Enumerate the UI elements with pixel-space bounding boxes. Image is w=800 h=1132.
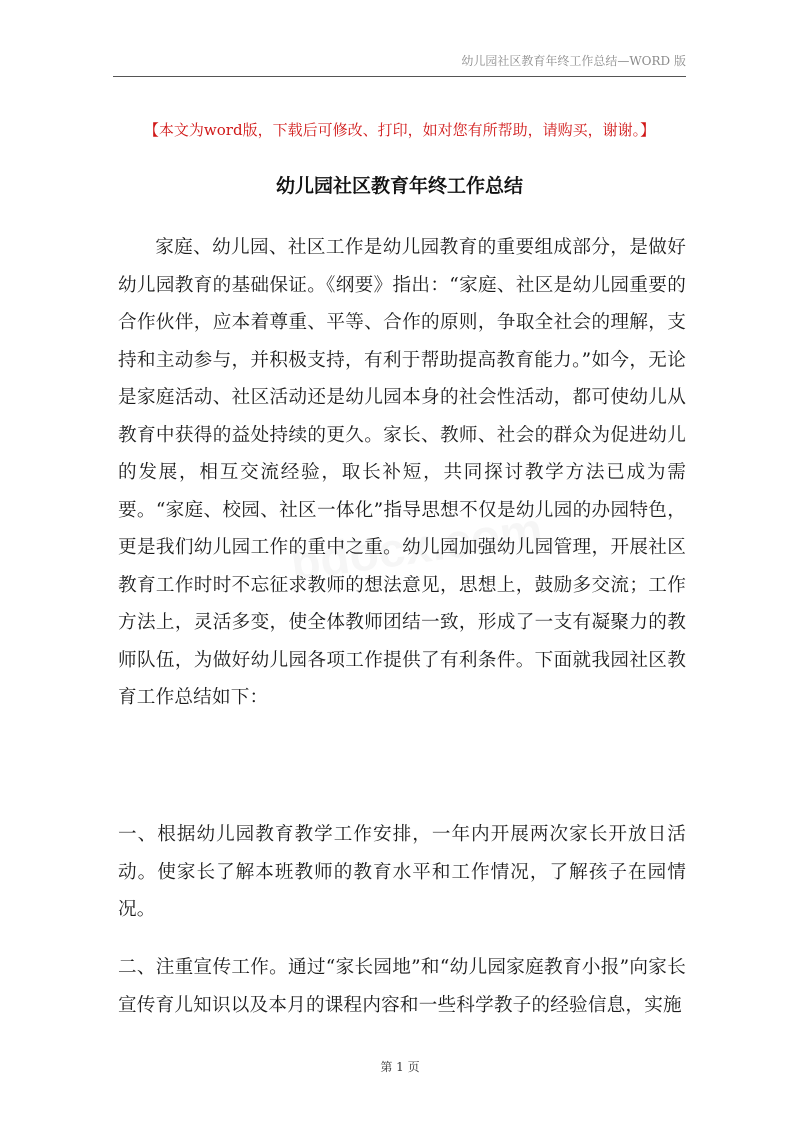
running-title: 幼儿园社区教育年终工作总结—WORD 版 [461,54,686,68]
page-header [113,50,686,77]
page-number: 第 1 页 [380,1060,420,1074]
document-title: 幼儿园社区教育年终工作总结 [275,175,523,197]
section-one-paragraph: 一、根据幼儿园教育教学工作安排，一年内开展两次家长开放日活动。使家长了解本班教师的教育水平和工作情况，了解孩子在园情况。 [118,824,686,920]
section-two-paragraph: 二、注重宣传工作。通过“家长园地”和“幼儿园家庭教育小报”向家长宣传育儿知识以及本月的课程内容和一些科学教子的经验信息，实施 [118,957,686,1016]
purchase-notice: 【本文为word版，下载后可修改、打印，如对您有所帮助，请购买，谢谢。】 [143,121,656,139]
intro-paragraph: 家庭、幼儿园、社区工作是幼儿园教育的重要组成部分，是做好幼儿园教育的基础保证。《纲要》指出：“家庭、社区是幼儿园重要的合作伙伴，应本着尊重、平等、合作的原则，争取全社会的理解，支持和主动参与，并积极支持，有利于帮助提高教育能力。”如今，无论是家庭活动、社区活动还是幼儿园本身的社会性活动，都可使幼儿从教育中获得的益处持续的更久。家长、教师、社会的群众为促进幼儿的发展，相互交流经验，取长补短，共同探讨教学方法已成为需要。“家庭、校园、社区一体化”指导思想不仅是幼儿园的办园特色，更是我们幼儿园工作的重中之重。幼儿园加强幼儿园管理，开展社区教育工作时时不忘征求教师的想法意见，思想上，鼓励多交流；工作方法上，灵活多变，使全体教师团结一致，形成了一支有凝聚力的教师队伍，为做好幼儿园各项工作提供了有利条件。下面就我园社区教育工作总结如下： [118,237,686,708]
